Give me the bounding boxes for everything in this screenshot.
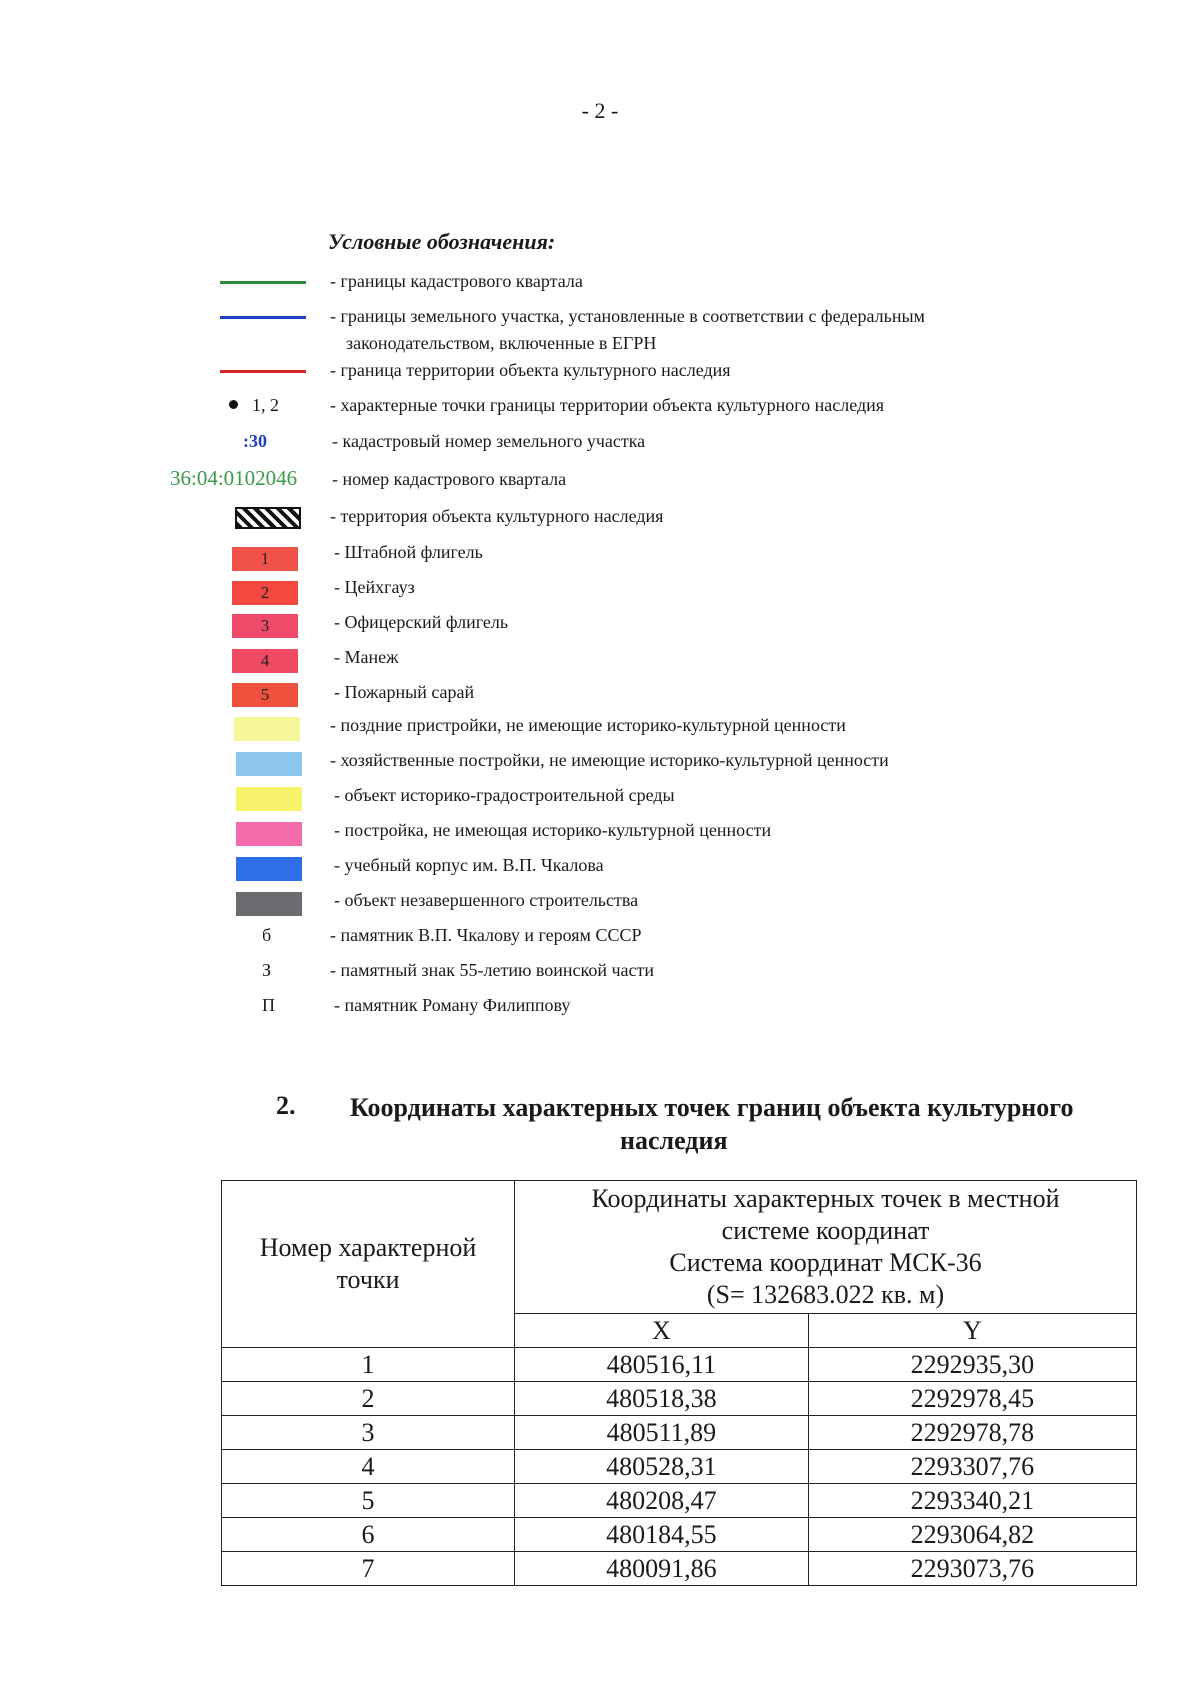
y-header: Y — [808, 1314, 1136, 1348]
legend-desc-14: - объект историко-градостроительной среды — [334, 785, 675, 805]
x-coordinate-cell: 480511,89 — [515, 1416, 809, 1450]
x-coordinate-cell: 480528,31 — [515, 1450, 809, 1484]
legend-desc-20: - памятник Роману Филиппову — [334, 995, 571, 1015]
point-number-cell: 2 — [222, 1382, 515, 1416]
kvartal-number-sample: 36:04:0102046 — [170, 466, 298, 490]
point-number-cell: 5 — [222, 1484, 515, 1518]
table-row — [222, 1348, 1137, 1382]
y-coordinate-cell: 2293307,76 — [808, 1450, 1136, 1484]
table-row — [222, 1382, 1137, 1416]
point-number-cell: 7 — [222, 1552, 515, 1586]
section-title-line1: Координаты характерных точек границ объекта культурного — [350, 1093, 1074, 1122]
legend-desc-13: - хозяйственные постройки, не имеющие историко-культурной ценности — [330, 750, 889, 770]
legend-desc-5: - номер кадастрового квартала — [332, 469, 567, 489]
legend-desc-16: - учебный корпус им. В.П. Чкалова — [334, 855, 604, 875]
point-label: 1, 2 — [252, 395, 279, 415]
coordinates-header: Координаты характерных точек в местной системе координат Система координат МСК-36 (S= 132683.022 кв. м) — [515, 1181, 1137, 1314]
section-number: 2. — [276, 1091, 296, 1120]
point-number-header: Номер характерной точки — [222, 1181, 515, 1348]
point-number-cell: 1 — [222, 1348, 515, 1382]
legend-desc-11: - Пожарный сарай — [334, 682, 475, 702]
point-number-cell: 3 — [222, 1416, 515, 1450]
y-coordinate-cell: 2292935,30 — [808, 1348, 1136, 1382]
legend-desc-9: - Офицерский флигель — [334, 612, 509, 632]
y-coordinate-cell: 2293340,21 — [808, 1484, 1136, 1518]
coordinates-table — [221, 1180, 1137, 1586]
legend-desc-17: - объект незавершенного строительства — [334, 890, 639, 910]
point-number-cell: 6 — [222, 1518, 515, 1552]
y-coordinate-cell: 2292978,78 — [808, 1416, 1136, 1450]
table-row — [222, 1518, 1137, 1552]
legend-desc-12: - поздние пристройки, не имеющие историко-культурной ценности — [330, 715, 846, 735]
x-coordinate-cell: 480208,47 — [515, 1484, 809, 1518]
table-row — [222, 1484, 1137, 1518]
legend-desc-6: - территория объекта культурного наследия — [330, 506, 664, 526]
building-2-swatch: 2 — [232, 581, 298, 605]
legend-desc-7: - Штабной флигель — [334, 542, 483, 562]
building-5-swatch: 5 — [232, 683, 298, 707]
monument-b-symbol: б — [262, 925, 272, 945]
legend-desc-0: - границы кадастрового квартала — [330, 271, 583, 291]
unfinished-construction-swatch — [236, 892, 302, 916]
legend-title: Условные обозначения: — [328, 229, 556, 254]
x-header: X — [515, 1314, 809, 1348]
legend-desc-18: - памятник В.П. Чкалову и героям СССР — [330, 925, 642, 945]
x-coordinate-cell: 480184,55 — [515, 1518, 809, 1552]
legend-desc-1b: законодательством, включенные в ЕГРН — [346, 333, 657, 353]
page-number: - 2 - — [581, 98, 619, 123]
x-coordinate-cell: 480518,38 — [515, 1382, 809, 1416]
y-coordinate-cell: 2293073,76 — [808, 1552, 1136, 1586]
y-coordinate-cell: 2292978,45 — [808, 1382, 1136, 1416]
legend-desc-1: - границы земельного участка, установленные в соответствии с федеральным — [330, 306, 925, 326]
heritage-boundary-swatch — [220, 370, 306, 373]
legend-desc-3: - характерные точки границы территории объекта культурного наследия — [330, 395, 885, 415]
legend-desc-8: - Цейхгауз — [334, 577, 415, 597]
cadastral-number-sample: :30 — [243, 431, 267, 451]
building-4-swatch: 4 — [232, 649, 298, 673]
kvartal-boundary-swatch — [220, 281, 306, 284]
legend-desc-19: - памятный знак 55-летию воинской части — [330, 960, 655, 980]
point-dot-icon — [229, 400, 238, 409]
academic-building-swatch — [236, 857, 302, 881]
heritage-territory-hatch-swatch — [235, 507, 301, 529]
section-title-line2: наследия — [620, 1126, 728, 1155]
historic-environment-swatch — [236, 787, 302, 811]
table-row — [222, 1416, 1137, 1450]
legend-desc-15: - постройка, не имеющая историко-культурной ценности — [334, 820, 772, 840]
x-coordinate-cell: 480091,86 — [515, 1552, 809, 1586]
monument-p-symbol: П — [262, 995, 275, 1015]
late-extensions-swatch — [234, 717, 300, 741]
table-row — [222, 1450, 1137, 1484]
legend-desc-10: - Манеж — [334, 647, 399, 667]
y-coordinate-cell: 2293064,82 — [808, 1518, 1136, 1552]
building-3-swatch: 3 — [232, 614, 298, 638]
legend-desc-2: - граница территории объекта культурного наследия — [330, 360, 731, 380]
legend-desc-4: - кадастровый номер земельного участка — [332, 431, 646, 451]
non-valuable-building-swatch — [236, 822, 302, 846]
x-coordinate-cell: 480516,11 — [515, 1348, 809, 1382]
table-row — [222, 1552, 1137, 1586]
memorial-sign-z-symbol: З — [262, 960, 272, 980]
point-number-cell: 4 — [222, 1450, 515, 1484]
land-plot-boundary-swatch — [220, 316, 306, 319]
section-title — [350, 1091, 1150, 1157]
utility-buildings-swatch — [236, 752, 302, 776]
building-1-swatch: 1 — [232, 547, 298, 571]
